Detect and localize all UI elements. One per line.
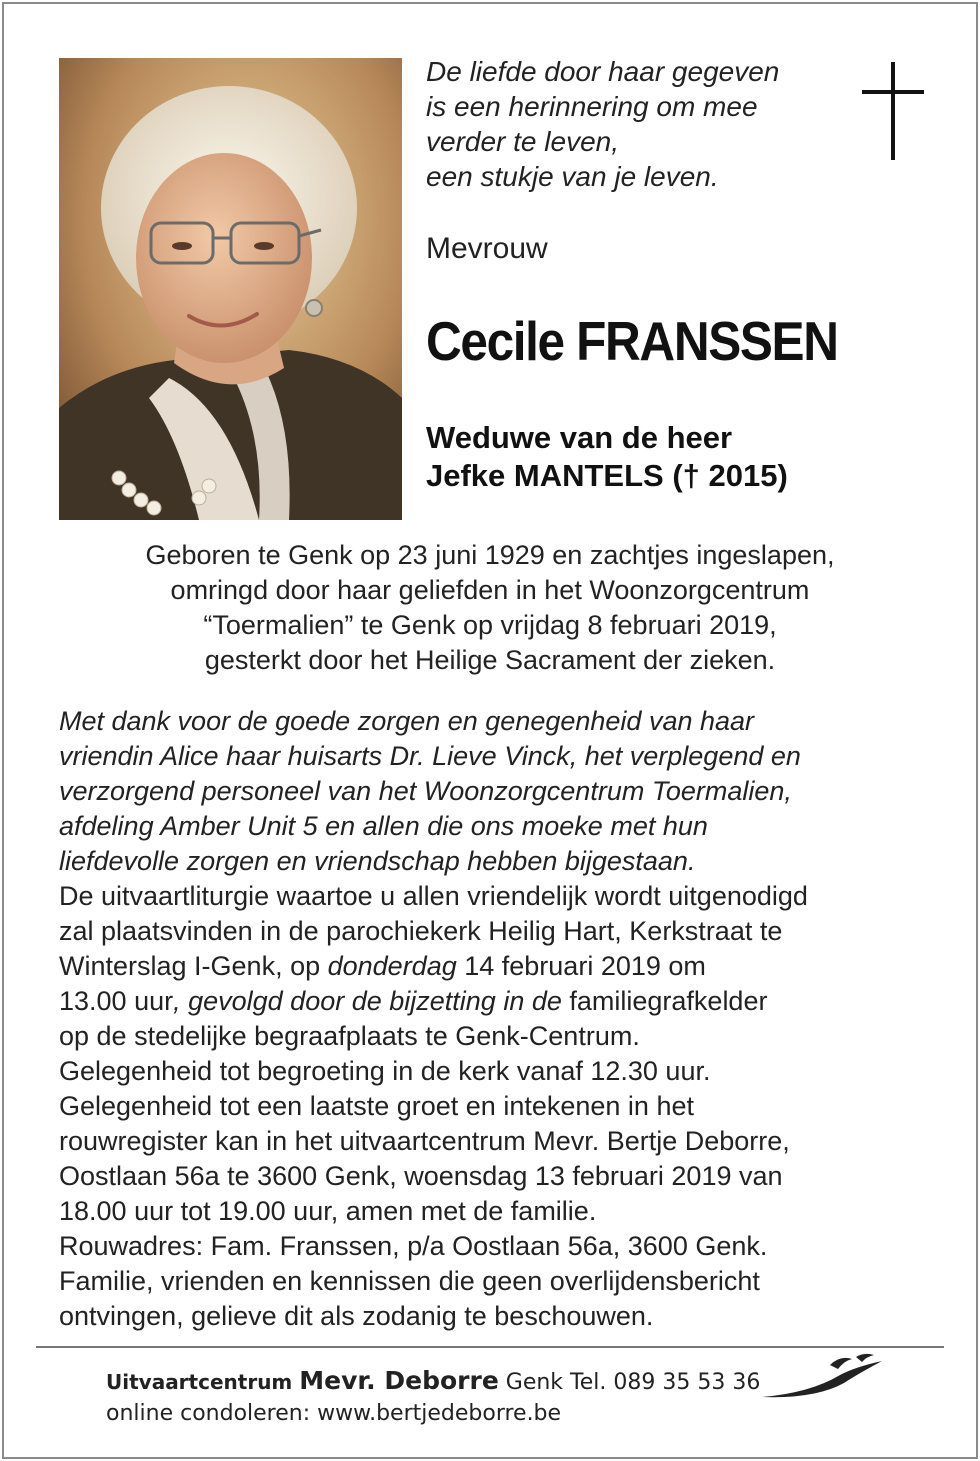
detail-line: 18.00 uur tot 19.00 uur, amen met de familie. (59, 1196, 597, 1226)
cross-icon (862, 62, 924, 160)
thanks-line: verzorgend personeel van het Woonzorgcentrum Toermalien, (59, 776, 792, 806)
liturgy-line: zal plaatsvinden in de parochiekerk Heilig Hart, Kerkstraat te (59, 916, 783, 946)
funeral-home-label: Uitvaartcentrum (106, 1370, 293, 1394)
funeral-home-contact: Genk Tel. 089 35 53 36 (505, 1370, 761, 1395)
liturgy-text: 14 februari 2019 om (456, 951, 706, 981)
liturgy-line: op de stedelijke begraafplaats te Genk-Centrum. (59, 1021, 640, 1051)
poem-line: een stukje van je leven. (426, 161, 719, 192)
birth-line: omringd door haar geliefden in het Woonzorgcentrum (170, 575, 810, 605)
detail-line: Gelegenheid tot een laatste groet en intekenen in het (59, 1091, 694, 1121)
online-condolence-link[interactable]: online condoleren: www.bertjedeborre.be (106, 1401, 562, 1426)
liturgy-line (59, 984, 939, 1019)
liturgy-text: Winterslag I-Genk, op (59, 951, 328, 981)
widow-line: Jefke MANTELS († 2015) (426, 458, 788, 493)
deceased-name: Cecile FRANSSEN (426, 310, 838, 372)
liturgy-time: 13.00 uur (59, 986, 174, 1016)
liturgy-line (59, 949, 939, 984)
birds-logo-icon (760, 1353, 884, 1403)
thanks-line: Met dank voor de goede zorgen en genegenheid van haar (59, 706, 755, 736)
birth-death-paragraph (0, 538, 980, 678)
detail-line: rouwregister kan in het uitvaartcentrum Mevr. Bertje Deborre, (59, 1126, 790, 1156)
poem-line: is een herinnering om mee (426, 91, 758, 122)
thanks-line: afdeling Amber Unit 5 en allen die ons moeke met hun (59, 811, 708, 841)
memorial-poem (426, 54, 846, 194)
detail-line: ontvingen, gelieve dit als zodanig te beschouwen. (59, 1301, 654, 1331)
funeral-home-line (106, 1366, 760, 1395)
deceased-title: Mevrouw (426, 232, 548, 265)
widow-of (426, 419, 788, 495)
liturgy-day: donderdag (327, 951, 457, 981)
poem-line: De liefde door haar gegeven (426, 56, 780, 87)
funeral-home-name: Mevr. Deborre (299, 1366, 499, 1395)
thanks-line: liefdevolle zorgen en vriendschap hebben bijgestaan. (59, 846, 696, 876)
detail-line: Rouwadres: Fam. Franssen, p/a Oostlaan 56a, 3600 Genk. (59, 1231, 768, 1261)
detail-line: Familie, vrienden en kennissen die geen overlijdensbericht (59, 1266, 760, 1296)
liturgy-line: De uitvaartliturgie waartoe u allen vriendelijk wordt uitgenodigd (59, 881, 808, 911)
birth-line: gesterkt door het Heilige Sacrament der zieken. (204, 645, 776, 675)
announcement-body (59, 704, 939, 1334)
widow-line: Weduwe van de heer (426, 420, 733, 455)
footer-divider (36, 1346, 944, 1348)
liturgy-text: familiegrafkelder (561, 986, 768, 1016)
poem-line: verder te leven, (426, 126, 619, 157)
birth-line: “Toermalien” te Genk op vrijdag 8 februari 2019, (203, 610, 777, 640)
detail-line: Gelegenheid tot begroeting in de kerk vanaf 12.30 uur. (59, 1056, 711, 1086)
thanks-line: vriendin Alice haar huisarts Dr. Lieve Vinck, het verplegend en (59, 741, 801, 771)
detail-line: Oostlaan 56a te 3600 Genk, woensdag 13 februari 2019 van (59, 1161, 783, 1191)
portrait-photo (59, 58, 402, 520)
liturgy-text: , gevolgd door de bijzetting in de (173, 986, 562, 1016)
birth-line: Geboren te Genk op 23 juni 1929 en zachtjes ingeslapen, (145, 540, 835, 570)
